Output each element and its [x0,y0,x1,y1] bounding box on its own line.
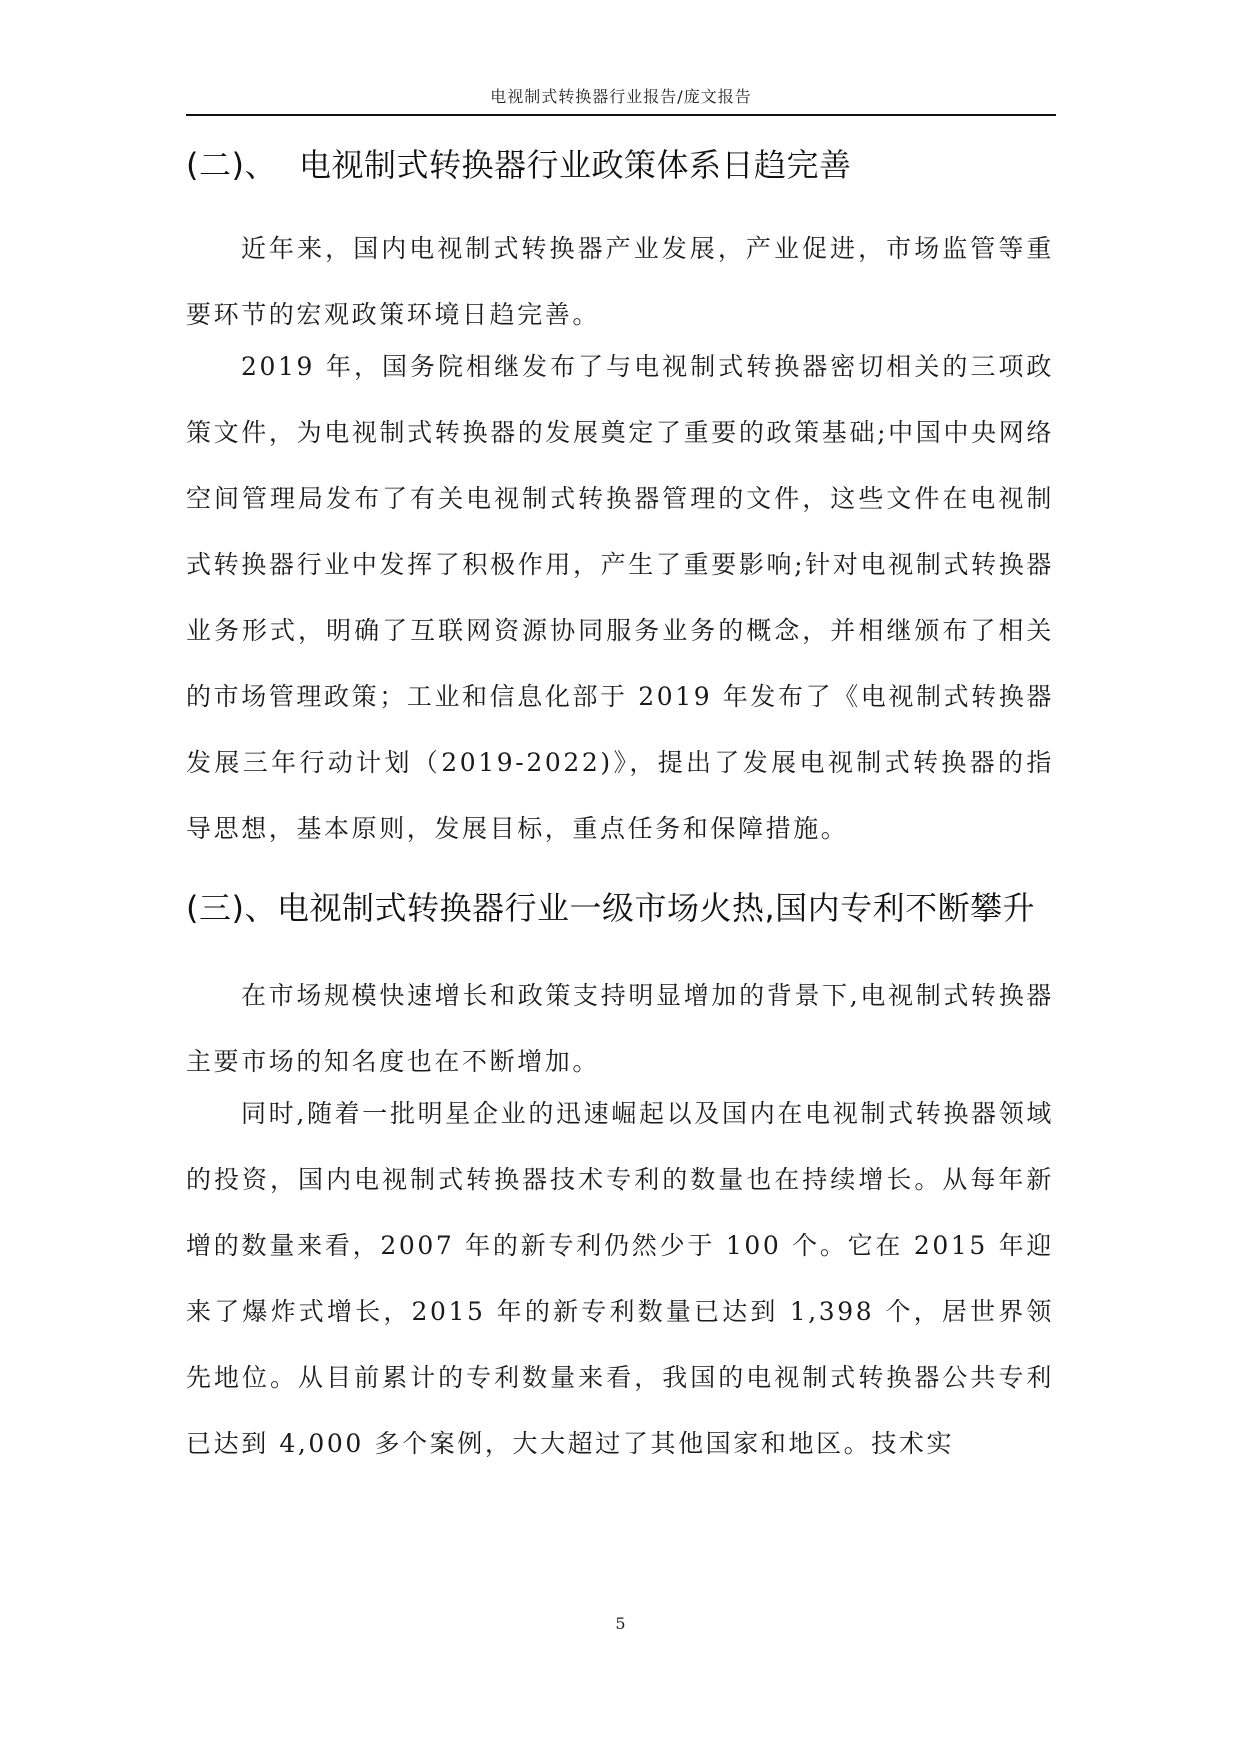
section-heading-2 [186,140,1066,186]
header-divider [186,114,1056,116]
paragraph: 同时,随着一批明星企业的迅速崛起以及国内在电视制式转换器领域的投资，国内电视制式转换器技术专利的数量也在持续增长。从每年新增的数量来看，2007 年的新专利仍然少于 100 个。它在 2015 年迎来了爆炸式增长，2015 年的新专利数量已达到 1,398 个，居世界领先地位。从目前累计的专利数量来看，我国的电视制式转换器公共专利已达到 4,000 多个案例，大大超过了其他国家和地区。技术实 [186,1099,1054,1458]
section-heading-3 [186,883,1066,929]
running-header: 电视制式转换器行业报告/庞文报告 [490,87,752,106]
section-number: (二)、 [186,146,277,184]
section-number: (三)、 [186,889,277,927]
paragraph: 2019 年，国务院相继发布了与电视制式转换器密切相关的三项政策文件，为电视制式转换器的发展奠定了重要的政策基础;中国中央网络空间管理局发布了有关电视制式转换器管理的文件，这些文件在电视制式转换器行业中发挥了积极作用，产生了重要影响;针对电视制式转换器业务形式，明确了互联网资源协同服务业务的概念，并相继颁布了相关的市场管理政策；工业和信息化部于 2019 年发布了《电视制式转换器发展三年行动计划（2019-2022)》，提出了发展电视制式转换器的指导思想，基本原则，发展目标，重点任务和保障措施。 [186,352,1054,843]
section-title: 电视制式转换器行业政策体系日趋完善 [298,146,852,184]
section-title: 电视制式转换器行业一级市场火热,国内专利不断攀升 [276,889,1036,927]
page-number: 5 [615,1614,626,1633]
paragraph: 近年来，国内电视制式转换器产业发展，产业促进，市场监管等重要环节的宏观政策环境日趋完善。 [186,234,1054,329]
paragraph: 在市场规模快速增长和政策支持明显增加的背景下,电视制式转换器主要市场的知名度也在不断增加。 [186,981,1054,1076]
